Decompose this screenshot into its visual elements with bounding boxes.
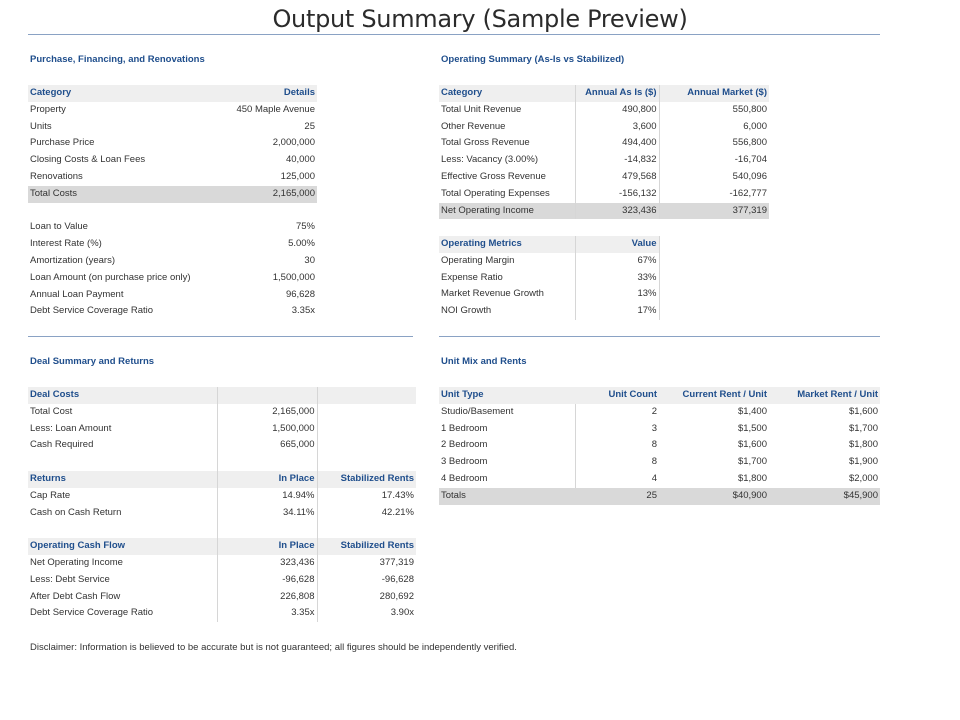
row-value-market: 550,800 bbox=[732, 103, 767, 115]
table-row bbox=[439, 135, 769, 152]
deal-table bbox=[28, 387, 416, 622]
operating-metrics-table bbox=[439, 236, 660, 320]
row-value-in-place: 323,436 bbox=[217, 555, 317, 572]
row-value-in-place: 3.35x bbox=[217, 605, 317, 622]
operating-section-title: Operating Summary (As-Is vs Stabilized) bbox=[441, 54, 625, 65]
table-row bbox=[28, 152, 317, 169]
row-count: 2 bbox=[651, 405, 657, 417]
purchase-table bbox=[28, 85, 317, 320]
table-row bbox=[439, 152, 769, 169]
row-label: Other Revenue bbox=[439, 119, 575, 136]
table-row bbox=[28, 169, 317, 186]
table-row bbox=[439, 270, 659, 287]
table-row bbox=[439, 169, 769, 186]
row-label: Studio/Basement bbox=[439, 404, 575, 421]
row-label: NOI Growth bbox=[439, 303, 575, 320]
row-value: 75% bbox=[295, 221, 315, 233]
row-market-rent: $2,000 bbox=[848, 472, 878, 484]
row-label: Debt Service Coverage Ratio bbox=[28, 605, 217, 622]
disclaimer-text: Disclaimer: Information is believed to be accurate but is not guaranteed; all figures should be independently verified. bbox=[30, 642, 517, 653]
table-row bbox=[28, 488, 416, 505]
total-value-as-is: 323,436 bbox=[575, 203, 659, 220]
row-label: Operating Margin bbox=[439, 253, 575, 270]
table-row bbox=[28, 555, 416, 572]
row-label: Closing Costs & Loan Fees bbox=[30, 154, 146, 166]
table-row bbox=[439, 437, 880, 454]
operating-table bbox=[439, 85, 769, 219]
row-value bbox=[317, 421, 416, 438]
title-divider bbox=[28, 34, 880, 35]
purchase-header-details: Details bbox=[217, 85, 317, 102]
row-value: 25 bbox=[304, 120, 315, 132]
operating-total-row bbox=[439, 203, 769, 220]
row-value bbox=[317, 437, 416, 454]
row-value-stabilized: -96,628 bbox=[381, 573, 414, 585]
row-label: Loan Amount (on purchase price only) bbox=[30, 271, 191, 283]
total-market-rent: $45,900 bbox=[769, 488, 880, 505]
table-row bbox=[28, 505, 416, 522]
row-value-as-is: 490,800 bbox=[575, 102, 659, 119]
total-label: Net Operating Income bbox=[439, 203, 575, 220]
metrics-header-row bbox=[439, 236, 659, 253]
table-row bbox=[439, 404, 880, 421]
row-value-in-place: 226,808 bbox=[217, 589, 317, 606]
row-value-as-is: 3,600 bbox=[575, 119, 659, 136]
row-market-rent: $1,600 bbox=[848, 405, 878, 417]
header-unit-count: Unit Count bbox=[575, 387, 659, 404]
table-row bbox=[28, 219, 317, 236]
row-value: 5.00% bbox=[288, 238, 315, 250]
deal-section-title: Deal Summary and Returns bbox=[30, 356, 155, 367]
operating-header-category: Category bbox=[439, 85, 575, 102]
table-row bbox=[439, 286, 659, 303]
row-current-rent: $1,600 bbox=[737, 439, 767, 451]
table-row bbox=[28, 572, 416, 589]
table-row bbox=[28, 236, 317, 253]
row-label: Expense Ratio bbox=[439, 270, 575, 287]
header-current-rent: Current Rent / Unit bbox=[659, 387, 769, 404]
total-value: 2,165,000 bbox=[217, 186, 317, 203]
header-market-rent: Market Rent / Unit bbox=[769, 387, 880, 404]
row-count: 8 bbox=[651, 439, 657, 451]
row-label: Less: Debt Service bbox=[28, 572, 217, 589]
row-value-stabilized: 17.43% bbox=[381, 489, 414, 501]
row-value: 13% bbox=[575, 286, 659, 303]
row-label: Less: Loan Amount bbox=[28, 421, 217, 438]
row-label: Effective Gross Revenue bbox=[439, 169, 575, 186]
table-row bbox=[439, 119, 769, 136]
row-market-rent: $1,800 bbox=[848, 439, 878, 451]
row-value-in-place: 14.94% bbox=[217, 488, 317, 505]
header-in-place: In Place bbox=[217, 471, 317, 488]
row-label: Loan to Value bbox=[30, 221, 88, 233]
total-label: Totals bbox=[439, 488, 575, 505]
purchase-total-row bbox=[28, 186, 317, 203]
unitmix-table bbox=[439, 387, 880, 505]
row-value-stabilized: 280,692 bbox=[379, 590, 414, 602]
table-row bbox=[28, 437, 416, 454]
row-value: 17% bbox=[575, 303, 659, 320]
row-label: Cash Required bbox=[28, 437, 217, 454]
row-label: Total Operating Expenses bbox=[439, 186, 575, 203]
operating-header-as-is: Annual As Is ($) bbox=[575, 85, 659, 102]
table-row bbox=[439, 102, 769, 119]
total-value-market: 377,319 bbox=[659, 203, 769, 220]
row-value-as-is: 494,400 bbox=[575, 135, 659, 152]
header-stabilized: Stabilized Rents bbox=[317, 471, 416, 488]
row-value-stabilized: 42.21% bbox=[381, 506, 414, 518]
row-label: After Debt Cash Flow bbox=[28, 589, 217, 606]
spacer-row bbox=[28, 203, 317, 220]
row-value-as-is: -156,132 bbox=[575, 186, 659, 203]
row-label: Annual Loan Payment bbox=[30, 288, 124, 300]
section-divider-right bbox=[439, 336, 880, 337]
row-label: Debt Service Coverage Ratio bbox=[30, 305, 154, 317]
row-label: Cap Rate bbox=[28, 488, 217, 505]
row-label: Total Gross Revenue bbox=[439, 135, 575, 152]
operating-header-market: Annual Market ($) bbox=[659, 85, 769, 102]
row-count: 4 bbox=[651, 472, 657, 484]
row-value-as-is: -14,832 bbox=[575, 152, 659, 169]
row-value-market: -162,777 bbox=[729, 187, 767, 199]
header-stabilized: Stabilized Rents bbox=[317, 538, 416, 555]
row-label: 4 Bedroom bbox=[439, 471, 575, 488]
deal-costs-header: Deal Costs bbox=[28, 387, 217, 404]
row-value: 125,000 bbox=[280, 170, 315, 182]
total-label: Total Costs bbox=[28, 186, 217, 203]
total-count: 25 bbox=[575, 488, 659, 505]
row-label: 1 Bedroom bbox=[439, 421, 575, 438]
row-current-rent: $1,700 bbox=[737, 456, 767, 468]
table-row bbox=[439, 253, 659, 270]
table-row bbox=[28, 287, 317, 304]
row-value-in-place: -96,628 bbox=[217, 572, 317, 589]
row-label: Purchase Price bbox=[30, 137, 95, 149]
header-in-place: In Place bbox=[217, 538, 317, 555]
cashflow-header: Operating Cash Flow bbox=[28, 538, 217, 555]
purchase-section-title: Purchase, Financing, and Renovations bbox=[30, 54, 205, 65]
table-row bbox=[28, 270, 317, 287]
spacer-row bbox=[28, 521, 416, 538]
row-value-market: 540,096 bbox=[732, 170, 767, 182]
row-count: 3 bbox=[651, 422, 657, 434]
row-value: 67% bbox=[575, 253, 659, 270]
operating-header-row bbox=[439, 85, 769, 102]
row-count: 8 bbox=[651, 456, 657, 468]
row-current-rent: $1,500 bbox=[737, 422, 767, 434]
metrics-header-label: Operating Metrics bbox=[439, 236, 575, 253]
row-value: 3.35x bbox=[291, 305, 315, 317]
row-label: Interest Rate (%) bbox=[30, 238, 102, 250]
row-value-stabilized: 3.90x bbox=[390, 607, 414, 619]
row-value-market: 556,800 bbox=[732, 137, 767, 149]
unitmix-total-row bbox=[439, 488, 880, 505]
purchase-header-category: Category bbox=[28, 85, 217, 102]
row-value-market: -16,704 bbox=[734, 154, 767, 166]
header-cell bbox=[217, 387, 317, 404]
row-value bbox=[317, 404, 416, 421]
row-value: 450 Maple Avenue bbox=[236, 103, 315, 115]
row-market-rent: $1,900 bbox=[848, 456, 878, 468]
row-value: 1,500,000 bbox=[217, 421, 317, 438]
unitmix-header-row bbox=[439, 387, 880, 404]
row-value: 33% bbox=[575, 270, 659, 287]
row-label: Property bbox=[30, 103, 66, 115]
row-value-in-place: 34.11% bbox=[217, 505, 317, 522]
row-value-as-is: 479,568 bbox=[575, 169, 659, 186]
header-unit-type: Unit Type bbox=[439, 387, 575, 404]
row-label: Total Cost bbox=[28, 404, 217, 421]
row-value: 40,000 bbox=[285, 154, 315, 166]
row-label: Less: Vacancy (3.00%) bbox=[439, 152, 575, 169]
table-row bbox=[28, 589, 416, 606]
table-row bbox=[28, 421, 416, 438]
page-title: Output Summary (Sample Preview) bbox=[272, 5, 688, 33]
row-label: 2 Bedroom bbox=[439, 437, 575, 454]
cashflow-header-row bbox=[28, 538, 416, 555]
row-current-rent: $1,800 bbox=[737, 472, 767, 484]
row-label: Net Operating Income bbox=[28, 555, 217, 572]
table-row bbox=[28, 102, 317, 119]
header-cell bbox=[317, 387, 416, 404]
row-value: 96,628 bbox=[285, 288, 315, 300]
table-row bbox=[439, 303, 659, 320]
row-value: 30 bbox=[304, 254, 315, 266]
row-label: Renovations bbox=[30, 170, 83, 182]
row-label: Total Unit Revenue bbox=[439, 102, 575, 119]
table-row bbox=[439, 471, 880, 488]
table-row bbox=[439, 421, 880, 438]
deal-costs-header-row bbox=[28, 387, 416, 404]
returns-header: Returns bbox=[28, 471, 217, 488]
row-value: 665,000 bbox=[217, 437, 317, 454]
row-value-stabilized: 377,319 bbox=[379, 556, 414, 568]
row-value: 1,500,000 bbox=[272, 271, 315, 283]
row-value: 2,000,000 bbox=[272, 137, 315, 149]
purchase-header-row bbox=[28, 85, 317, 102]
row-value-market: 6,000 bbox=[743, 120, 767, 132]
row-label: Units bbox=[30, 120, 52, 132]
row-label: Cash on Cash Return bbox=[28, 505, 217, 522]
row-current-rent: $1,400 bbox=[737, 405, 767, 417]
table-row bbox=[28, 605, 416, 622]
table-row bbox=[28, 135, 317, 152]
total-current-rent: $40,900 bbox=[659, 488, 769, 505]
unitmix-section-title: Unit Mix and Rents bbox=[441, 356, 527, 367]
metrics-header-value: Value bbox=[575, 236, 659, 253]
table-row bbox=[28, 119, 317, 136]
table-row bbox=[28, 404, 416, 421]
row-label: Amortization (years) bbox=[30, 254, 115, 266]
row-label: 3 Bedroom bbox=[439, 454, 575, 471]
table-row bbox=[439, 454, 880, 471]
table-row bbox=[28, 303, 317, 320]
row-value: 2,165,000 bbox=[217, 404, 317, 421]
section-divider-left bbox=[28, 336, 413, 337]
table-row bbox=[439, 186, 769, 203]
row-market-rent: $1,700 bbox=[848, 422, 878, 434]
returns-header-row bbox=[28, 471, 416, 488]
row-label: Market Revenue Growth bbox=[439, 286, 575, 303]
table-row bbox=[28, 253, 317, 270]
spacer-row bbox=[28, 454, 416, 471]
